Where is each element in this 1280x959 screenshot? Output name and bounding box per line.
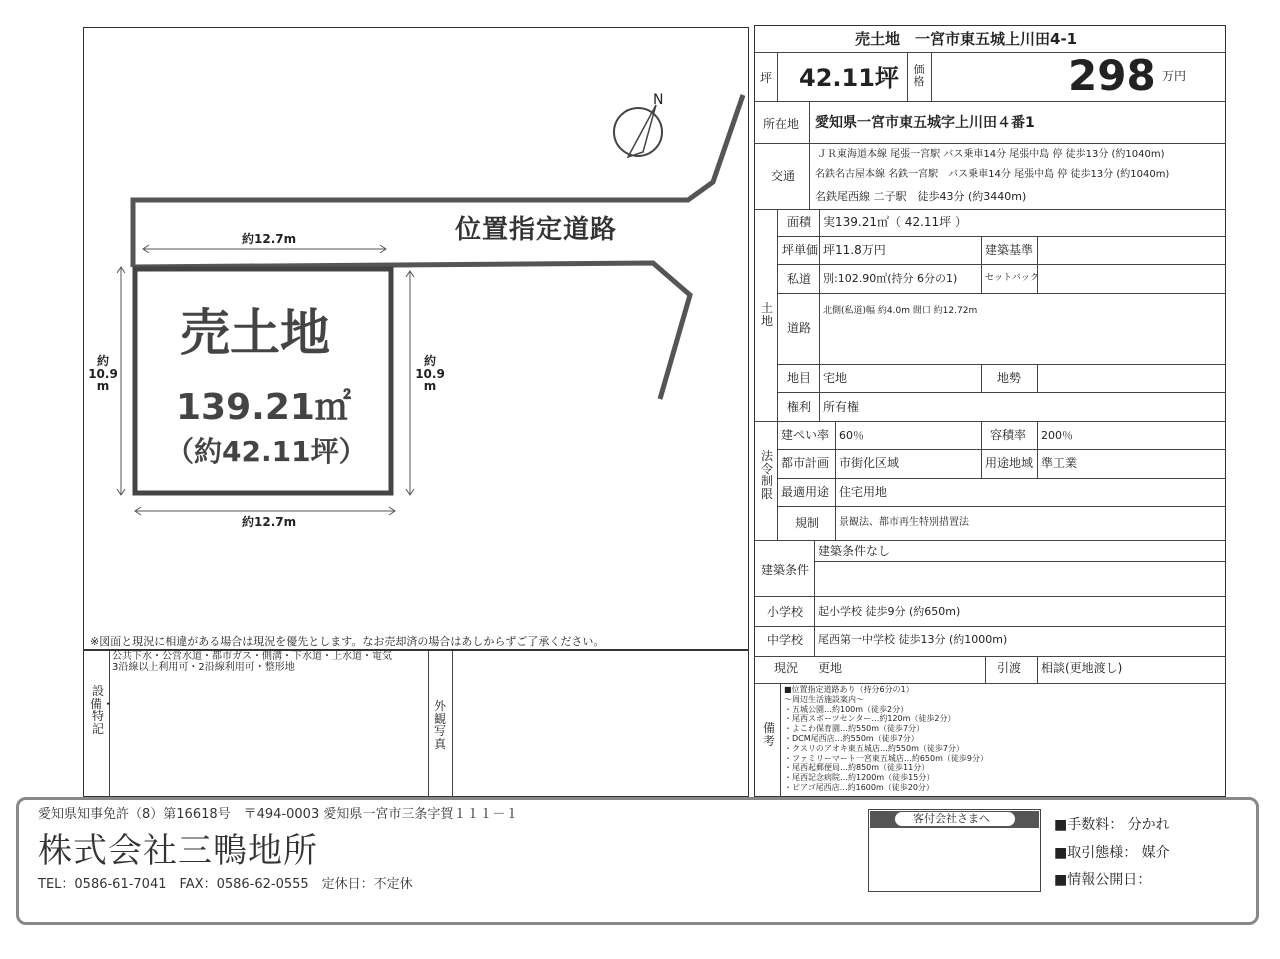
terrain-label: 地勢	[997, 371, 1022, 385]
road-detail-label: 道路	[787, 321, 812, 335]
transport-label: 交通	[771, 169, 796, 183]
area-label: 面積	[787, 215, 812, 229]
best-use-value: 住宅用地	[839, 485, 888, 499]
agent-stamp-label: 客付会社さまへ	[913, 812, 990, 825]
area-value: 実139.21㎡（ 42.11坪 ）	[823, 215, 967, 229]
land-section-label: 土地	[760, 301, 773, 328]
location-value: 愛知県一宮市東五城字上川田４番1	[815, 115, 1035, 131]
status-value: 更地	[818, 661, 843, 675]
unit-price-value: 坪11.8万円	[823, 243, 886, 257]
location-label: 所在地	[763, 117, 800, 131]
photo-label: 外観写真	[433, 699, 446, 751]
elementary-value: 起小学校 徒歩9分 (約650m)	[818, 605, 961, 618]
tsubo-value: 42.11坪	[799, 64, 899, 92]
coverage-label: 建ぺい率	[781, 428, 830, 442]
top-dimension: 約12.7m	[242, 232, 297, 246]
plot-title: 売土地	[180, 304, 330, 362]
status-label: 現況	[774, 661, 799, 675]
zoning-value: 準工業	[1041, 456, 1078, 470]
price-label: 価格	[913, 63, 925, 88]
city-plan-value: 市街化区域	[839, 456, 900, 470]
remarks-line: ～周辺生活施設案内～	[784, 694, 864, 704]
junior-high-label: 中学校	[767, 633, 804, 647]
deal-type-line: ■取引態様： 媒介	[1054, 845, 1170, 861]
regulation-value: 景観法、都市再生特別措置法	[839, 517, 969, 528]
map-disclaimer: ※図面と現況に相違がある場合は現況を優先とします。なお売却済の場合はあしからずご了承ください。	[90, 635, 605, 648]
city-plan-label: 都市計画	[781, 456, 830, 470]
road-detail-value: 北側(私道)幅 約4.0m 間口 約12.72m	[823, 306, 978, 316]
right-dimension: 約 10.9 m	[415, 354, 445, 394]
remarks-list	[784, 685, 988, 793]
regulation-label: 規制	[795, 516, 820, 530]
remarks-line: ・ファミリーマート一宮東五城店…約650m（徒歩9分）	[784, 753, 988, 763]
remarks-line: ・尾西起郵便局…約850m（徒歩11分）	[784, 763, 930, 773]
north-arrow-icon	[614, 105, 662, 157]
license-line: 愛知県知事免許（8）第16618号 〒494-0003 愛知県一宮市三条字賀１１１－１	[38, 807, 519, 822]
junior-high-value: 尾西第一中学校 徒歩13分 (約1000m)	[818, 633, 1008, 646]
best-use-label: 最適用途	[781, 485, 830, 499]
fee-line: ■手数料： 分かれ	[1054, 817, 1170, 833]
plot-area: 139.21㎡	[176, 387, 351, 428]
transport-line-3: 名鉄尾西線 二子駅 徒歩43分 (約3440m)	[815, 190, 1027, 203]
remarks-line: ■位置指定道路あり（持分6分の1）	[784, 685, 914, 694]
company-name: 株式会社三鴨地所	[38, 831, 318, 871]
remarks-line: ・五城公園…約100m（徒歩2分）	[784, 704, 909, 714]
legal-section-label: 法令制限	[760, 449, 773, 501]
remarks-line: ・尾西記念病院…約1200m（徒歩15分）	[784, 773, 935, 783]
chimoku-label: 地目	[787, 371, 812, 385]
price-unit: 万円	[1162, 69, 1187, 83]
transport-line-1: ＪＲ東海道本線 尾張一宮駅 バス乗車14分 尾張中島 停 徒歩13分 (約1040m)	[817, 149, 1165, 160]
rights-label: 権利	[787, 400, 812, 414]
far-value: 200％	[1041, 429, 1073, 442]
far-label: 容積率	[990, 428, 1027, 442]
facilities-label: 設備・特記	[90, 684, 115, 736]
published-line: ■情報公開日：	[1054, 872, 1152, 888]
left-dimension: 約 10.9 m	[88, 354, 118, 394]
handover-value: 相談(更地渡し)	[1041, 661, 1123, 675]
facilities-line2: 3沿線以上利用可・2沿線利用可・整形地	[112, 662, 295, 673]
plot-tsubo: （約42.11坪）	[166, 435, 367, 468]
private-road-label: 私道	[787, 272, 812, 286]
tsubo-label: 坪	[760, 71, 773, 85]
conditions-value: 建築条件なし	[818, 544, 891, 558]
remarks-line: ・尾西スポーツセンター…約120m（徒歩2分）	[784, 714, 956, 724]
rights-value: 所有権	[823, 400, 860, 414]
remarks-line: ・クスリのアオキ東五城店…約550m（徒歩7分）	[784, 743, 964, 753]
private-road-value: 別:102.90㎡(持分 6分の1)	[823, 272, 958, 285]
zoning-label: 用途地域	[985, 456, 1034, 470]
coverage-value: 60％	[839, 429, 864, 442]
setback-label: セットバック	[985, 273, 1039, 283]
handover-label: 引渡	[997, 661, 1022, 675]
contact-line: TEL：0586-61-7041 FAX：0586-62-0555 定休日：不定休	[38, 877, 413, 892]
price-value: 298	[1068, 51, 1156, 100]
unit-price-label: 坪単価	[782, 243, 819, 257]
remarks-line: ・ピアゴ尾西店…約1600m（徒歩20分）	[784, 782, 934, 792]
bottom-dimension: 約12.7m	[242, 515, 297, 529]
transport-line-2: 名鉄名古屋本線 名鉄一宮駅 バス乗車14分 尾張中島 停 徒歩13分 (約1040m)	[815, 169, 1170, 180]
remarks-line: ・よこわ保育園…約550m（徒歩7分）	[784, 724, 925, 734]
conditions-label: 建築条件	[761, 563, 810, 577]
remarks-line: ・DCM尾西店…約550m（徒歩7分）	[784, 733, 919, 743]
remarks-label: 備考	[762, 721, 775, 748]
elementary-label: 小学校	[767, 605, 804, 619]
north-label: N	[653, 92, 664, 108]
listing-title: 売土地 一宮市東五城上川田4-1	[855, 30, 1078, 48]
building-std-label: 建築基準	[985, 243, 1034, 257]
chimoku-value: 宅地	[823, 371, 848, 385]
road-label: 位置指定道路	[455, 215, 618, 245]
facilities-line1: 公共下水・公営水道・都市ガス・側溝・下水道・上水道・電気	[112, 651, 392, 662]
